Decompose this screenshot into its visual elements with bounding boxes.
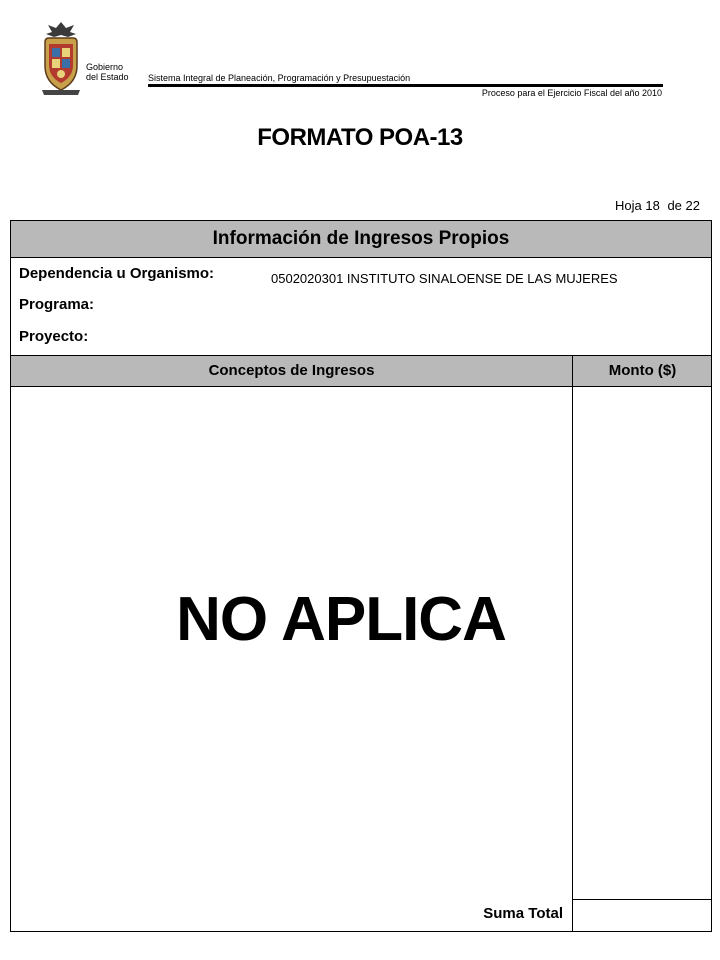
dependencia-value: 0502020301 INSTITUTO SINALOENSE DE LAS MUJERES <box>271 271 618 286</box>
programa-label: Programa: <box>19 296 95 313</box>
page-number: Hoja 18 <box>615 198 660 213</box>
column-header-amount: Monto ($) <box>572 356 712 386</box>
government-label <box>86 62 129 82</box>
gov-line-1: Gobierno <box>86 62 124 72</box>
system-name: Sistema Integral de Planeación, Programación y Presupuestación <box>148 73 411 83</box>
dependencia-label: Dependencia u Organismo: <box>19 265 215 282</box>
gov-line-2: del Estado <box>86 72 129 82</box>
total-cell-rule <box>572 899 712 900</box>
header-rule <box>148 84 663 87</box>
page-indicator <box>611 198 700 213</box>
page-total: de 22 <box>667 198 700 213</box>
not-applicable-text: NO APLICA <box>176 585 506 654</box>
proyecto-label: Proyecto: <box>19 328 89 345</box>
sinaloa-state-seal-icon <box>38 20 84 96</box>
column-header-concepts: Conceptos de Ingresos <box>208 362 375 379</box>
total-label: Suma Total <box>483 905 563 922</box>
fiscal-process-label: Proceso para el Ejercicio Fiscal del año 2010 <box>481 88 662 98</box>
table-header-row <box>11 355 711 387</box>
column-divider <box>572 387 573 932</box>
state-seal-logo <box>38 20 84 96</box>
section-title: Información de Ingresos Propios <box>11 221 711 258</box>
form-frame <box>10 220 712 932</box>
document-title: FORMATO POA-13 <box>257 124 463 151</box>
